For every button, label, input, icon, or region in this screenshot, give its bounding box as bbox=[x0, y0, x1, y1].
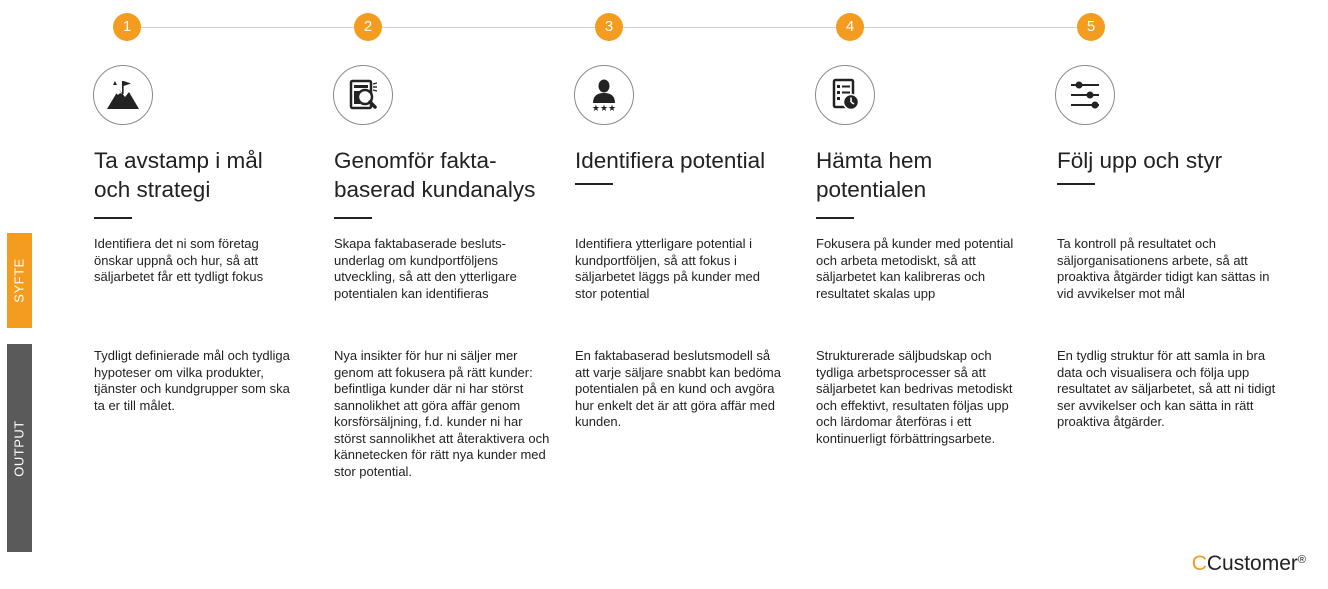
step-4-title: Hämta hem potentialen bbox=[816, 148, 933, 202]
step-4-output-text: Strukturerade säljbudskap och tydliga arbetsprocesser så att säljarbetet kan bedrivas metodiskt och effektivt, resultaten följas upp och lärdomar återföras i ett kontinuerligt förbättringsarbete. bbox=[816, 348, 1013, 446]
step-5-title: Följ upp och styr bbox=[1057, 148, 1223, 173]
checklist-clock-icon bbox=[825, 75, 865, 115]
step-3-icon-circle bbox=[574, 65, 634, 125]
step-2-title-rule bbox=[334, 217, 372, 219]
step-2-syfte-text: Skapa faktabaserade besluts-underlag om kundportföljens utveckling, så att den ytterligare potentialen kan identifieras bbox=[334, 236, 517, 301]
mountain-flag-icon bbox=[103, 75, 143, 115]
step-3-syfte-text: Identifiera ytterligare potential i kundportföljen, så att fokus i säljarbetet läggs på kunder med stor potential bbox=[575, 236, 761, 301]
sliders-icon bbox=[1065, 75, 1105, 115]
step-5-title-rule bbox=[1057, 183, 1095, 185]
step-2-output-text: Nya insikter för hur ni säljer mer genom att fokusera på rätt kunder: befintliga kunder där ni har störst sannolikhet att göra affär genom korsförsäljning, f.d. kunder ni har störst sannolikhet att återaktivera och kännetecken för rätt nya kunder med stor potential. bbox=[334, 348, 550, 479]
step-1-icon-circle bbox=[93, 65, 153, 125]
step-4-title-rule bbox=[816, 217, 854, 219]
logo-name: Customer bbox=[1206, 552, 1298, 575]
person-stars-icon bbox=[584, 75, 624, 115]
ccustomer-logo bbox=[1192, 552, 1306, 576]
step-number-5: 5 bbox=[1077, 13, 1105, 41]
document-magnifier-icon bbox=[343, 75, 383, 115]
syfte-label bbox=[7, 233, 32, 328]
step-4-syfte-text: Fokusera på kunder med potential och arbeta metodiskt, så att säljarbetet kan kalibreras och resultatet skalas upp bbox=[816, 236, 1014, 301]
step-number-4: 4 bbox=[836, 13, 864, 41]
logo-initial: C bbox=[1191, 552, 1207, 575]
logo-registered: ® bbox=[1297, 554, 1306, 566]
step-4-icon-circle bbox=[815, 65, 875, 125]
step-5-syfte-text: Ta kontroll på resultatet och säljorganisationens arbete, så att proaktiva åtgärder tidigt kan sättas in vid avvikelser mot mål bbox=[1057, 236, 1270, 301]
step-1-title-rule bbox=[94, 217, 132, 219]
step-number-2: 2 bbox=[354, 13, 382, 41]
step-2-title: Genomför fakta-baserad kundanalys bbox=[334, 148, 536, 202]
svg-text:★★★: ★★★ bbox=[591, 104, 617, 114]
output-label-text: OUTPUT bbox=[12, 419, 28, 477]
step-1-syfte-text: Identifiera det ni som företag önskar uppnå och hur, så att säljarbetet får ett tydligt fokus bbox=[94, 236, 264, 284]
step-number-3: 3 bbox=[595, 13, 623, 41]
syfte-label-text: SYFTE bbox=[12, 258, 27, 303]
step-3-title-rule bbox=[575, 183, 613, 185]
step-3-output-text: En faktabaserad beslutsmodell så att varje säljare snabbt kan bedöma potentialen på en kund och avgöra hur enkelt det är att göra affär med kunden. bbox=[575, 348, 781, 429]
step-1-output-text: Tydligt definierade mål och tydliga hypoteser om vilka produkter, tjänster och kundgrupper som ska ta er till målet. bbox=[94, 348, 290, 413]
step-1-title: Ta avstamp i mål och strategi bbox=[94, 148, 263, 202]
step-number-1: 1 bbox=[113, 13, 141, 41]
step-5-output-text: En tydlig struktur för att samla in bra data och visualisera och följa upp resultatet av säljarbetet, så att ni tidigt ser avvikelser och kan sätta in rätt proaktiva åtgärder. bbox=[1057, 348, 1276, 429]
step-5-icon-circle bbox=[1055, 65, 1115, 125]
step-3-title: Identifiera potential bbox=[575, 148, 766, 173]
output-label bbox=[7, 344, 32, 552]
step-2-icon-circle bbox=[333, 65, 393, 125]
